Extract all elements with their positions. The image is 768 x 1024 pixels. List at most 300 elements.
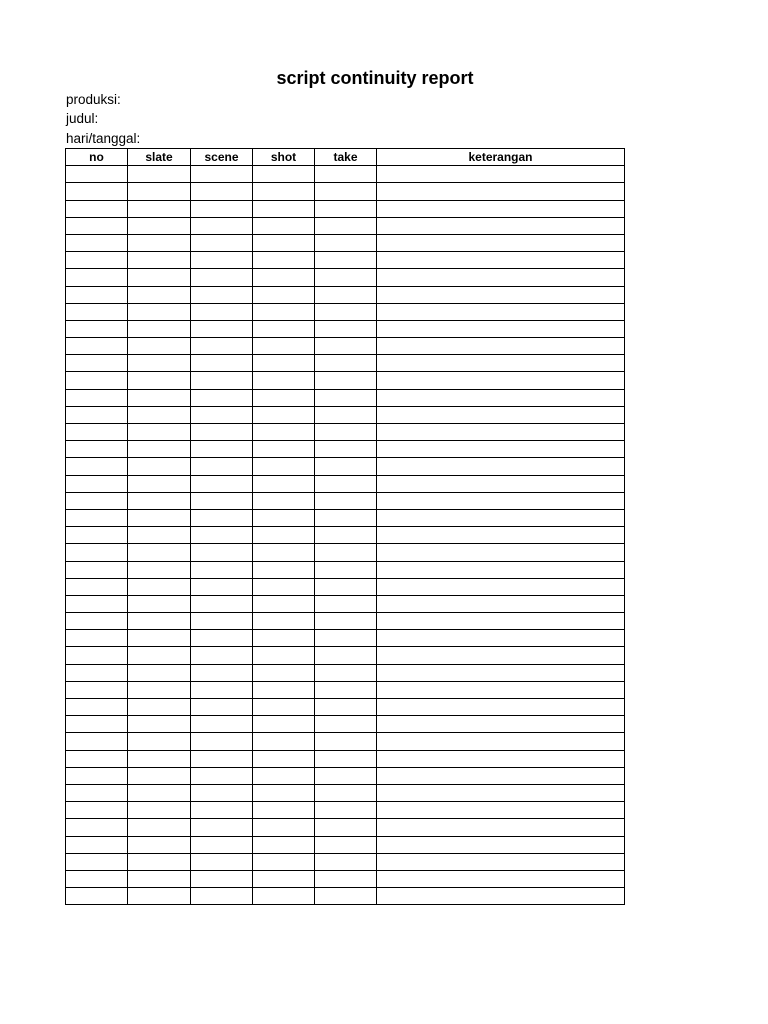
cell-shot[interactable] [253, 819, 315, 836]
table-row [66, 699, 625, 716]
table-row [66, 544, 625, 561]
cell-scene[interactable] [191, 733, 253, 750]
cell-keterangan[interactable] [377, 269, 625, 286]
cell-take[interactable] [315, 733, 377, 750]
cell-scene[interactable] [191, 200, 253, 217]
cell-no[interactable] [66, 716, 128, 733]
cell-take[interactable] [315, 664, 377, 681]
cell-keterangan[interactable] [377, 355, 625, 372]
cell-slate[interactable] [128, 699, 191, 716]
cell-keterangan[interactable] [377, 802, 625, 819]
cell-slate[interactable] [128, 561, 191, 578]
cell-keterangan[interactable] [377, 492, 625, 509]
cell-keterangan[interactable] [377, 183, 625, 200]
cell-scene[interactable] [191, 699, 253, 716]
cell-no[interactable] [66, 699, 128, 716]
table-row [66, 475, 625, 492]
table-row [66, 784, 625, 801]
cell-slate[interactable] [128, 544, 191, 561]
cell-scene[interactable] [191, 613, 253, 630]
cell-slate[interactable] [128, 303, 191, 320]
cell-shot[interactable] [253, 802, 315, 819]
cell-shot[interactable] [253, 544, 315, 561]
cell-keterangan[interactable] [377, 544, 625, 561]
cell-take[interactable] [315, 269, 377, 286]
cell-no[interactable] [66, 389, 128, 406]
cell-keterangan[interactable] [377, 681, 625, 698]
cell-shot[interactable] [253, 269, 315, 286]
cell-take[interactable] [315, 578, 377, 595]
cell-shot[interactable] [253, 595, 315, 612]
cell-shot[interactable] [253, 166, 315, 183]
cell-slate[interactable] [128, 458, 191, 475]
cell-scene[interactable] [191, 320, 253, 337]
cell-slate[interactable] [128, 509, 191, 526]
table-row [66, 372, 625, 389]
cell-no[interactable] [66, 647, 128, 664]
cell-keterangan[interactable] [377, 166, 625, 183]
cell-shot[interactable] [253, 681, 315, 698]
cell-shot[interactable] [253, 234, 315, 251]
cell-take[interactable] [315, 372, 377, 389]
cell-shot[interactable] [253, 183, 315, 200]
cell-scene[interactable] [191, 681, 253, 698]
cell-keterangan[interactable] [377, 527, 625, 544]
cell-slate[interactable] [128, 595, 191, 612]
cell-slate[interactable] [128, 647, 191, 664]
cell-no[interactable] [66, 406, 128, 423]
cell-no[interactable] [66, 784, 128, 801]
cell-keterangan[interactable] [377, 733, 625, 750]
cell-slate[interactable] [128, 802, 191, 819]
cell-shot[interactable] [253, 441, 315, 458]
cell-slate[interactable] [128, 613, 191, 630]
cell-no[interactable] [66, 424, 128, 441]
cell-keterangan[interactable] [377, 750, 625, 767]
cell-keterangan[interactable] [377, 578, 625, 595]
cell-shot[interactable] [253, 286, 315, 303]
cell-take[interactable] [315, 647, 377, 664]
cell-no[interactable] [66, 853, 128, 870]
cell-slate[interactable] [128, 475, 191, 492]
cell-slate[interactable] [128, 767, 191, 784]
cell-slate[interactable] [128, 424, 191, 441]
cell-shot[interactable] [253, 836, 315, 853]
table-row [66, 492, 625, 509]
table-row [66, 286, 625, 303]
cell-slate[interactable] [128, 888, 191, 905]
column-header-keterangan: keterangan [377, 149, 625, 166]
table-row [66, 630, 625, 647]
cell-take[interactable] [315, 853, 377, 870]
cell-scene[interactable] [191, 578, 253, 595]
cell-shot[interactable] [253, 338, 315, 355]
table-row [66, 458, 625, 475]
cell-scene[interactable] [191, 836, 253, 853]
cell-slate[interactable] [128, 853, 191, 870]
cell-keterangan[interactable] [377, 870, 625, 887]
cell-take[interactable] [315, 252, 377, 269]
table-row [66, 733, 625, 750]
cell-shot[interactable] [253, 389, 315, 406]
cell-scene[interactable] [191, 217, 253, 234]
cell-keterangan[interactable] [377, 595, 625, 612]
cell-keterangan[interactable] [377, 630, 625, 647]
cell-shot[interactable] [253, 630, 315, 647]
cell-shot[interactable] [253, 750, 315, 767]
cell-no[interactable] [66, 664, 128, 681]
cell-slate[interactable] [128, 234, 191, 251]
cell-slate[interactable] [128, 441, 191, 458]
cell-slate[interactable] [128, 372, 191, 389]
cell-scene[interactable] [191, 441, 253, 458]
cell-take[interactable] [315, 888, 377, 905]
cell-shot[interactable] [253, 853, 315, 870]
table-row [66, 767, 625, 784]
cell-take[interactable] [315, 870, 377, 887]
cell-scene[interactable] [191, 424, 253, 441]
cell-no[interactable] [66, 355, 128, 372]
cell-slate[interactable] [128, 630, 191, 647]
cell-scene[interactable] [191, 784, 253, 801]
table-row [66, 750, 625, 767]
cell-take[interactable] [315, 819, 377, 836]
cell-shot[interactable] [253, 647, 315, 664]
cell-keterangan[interactable] [377, 836, 625, 853]
cell-slate[interactable] [128, 664, 191, 681]
cell-take[interactable] [315, 716, 377, 733]
table-row [66, 320, 625, 337]
cell-take[interactable] [315, 613, 377, 630]
table-row [66, 338, 625, 355]
cell-slate[interactable] [128, 166, 191, 183]
cell-shot[interactable] [253, 492, 315, 509]
cell-no[interactable] [66, 870, 128, 887]
cell-no[interactable] [66, 509, 128, 526]
cell-scene[interactable] [191, 252, 253, 269]
cell-keterangan[interactable] [377, 699, 625, 716]
cell-scene[interactable] [191, 716, 253, 733]
cell-take[interactable] [315, 527, 377, 544]
cell-keterangan[interactable] [377, 458, 625, 475]
cell-no[interactable] [66, 733, 128, 750]
cell-no[interactable] [66, 544, 128, 561]
cell-scene[interactable] [191, 234, 253, 251]
cell-shot[interactable] [253, 320, 315, 337]
cell-no[interactable] [66, 767, 128, 784]
cell-no[interactable] [66, 166, 128, 183]
cell-no[interactable] [66, 303, 128, 320]
cell-no[interactable] [66, 475, 128, 492]
cell-take[interactable] [315, 355, 377, 372]
cell-shot[interactable] [253, 424, 315, 441]
cell-scene[interactable] [191, 647, 253, 664]
cell-scene[interactable] [191, 372, 253, 389]
cell-take[interactable] [315, 767, 377, 784]
cell-no[interactable] [66, 578, 128, 595]
cell-take[interactable] [315, 509, 377, 526]
cell-keterangan[interactable] [377, 647, 625, 664]
cell-shot[interactable] [253, 509, 315, 526]
cell-slate[interactable] [128, 836, 191, 853]
cell-no[interactable] [66, 252, 128, 269]
cell-no[interactable] [66, 492, 128, 509]
cell-take[interactable] [315, 183, 377, 200]
table-row [66, 234, 625, 251]
table-row [66, 183, 625, 200]
table-row [66, 252, 625, 269]
cell-scene[interactable] [191, 509, 253, 526]
cell-scene[interactable] [191, 458, 253, 475]
cell-no[interactable] [66, 200, 128, 217]
cell-no[interactable] [66, 338, 128, 355]
cell-shot[interactable] [253, 578, 315, 595]
cell-no[interactable] [66, 819, 128, 836]
table-row [66, 527, 625, 544]
cell-slate[interactable] [128, 733, 191, 750]
cell-no[interactable] [66, 372, 128, 389]
table-row [66, 200, 625, 217]
cell-keterangan[interactable] [377, 819, 625, 836]
cell-take[interactable] [315, 544, 377, 561]
column-header-scene: scene [191, 149, 253, 166]
cell-no[interactable] [66, 888, 128, 905]
cell-take[interactable] [315, 561, 377, 578]
cell-shot[interactable] [253, 664, 315, 681]
cell-slate[interactable] [128, 406, 191, 423]
cell-slate[interactable] [128, 355, 191, 372]
cell-no[interactable] [66, 234, 128, 251]
cell-no[interactable] [66, 750, 128, 767]
cell-keterangan[interactable] [377, 664, 625, 681]
field-judul-label: judul: [66, 111, 99, 126]
cell-slate[interactable] [128, 320, 191, 337]
cell-scene[interactable] [191, 183, 253, 200]
cell-keterangan[interactable] [377, 338, 625, 355]
cell-shot[interactable] [253, 372, 315, 389]
cell-no[interactable] [66, 458, 128, 475]
cell-slate[interactable] [128, 200, 191, 217]
cell-take[interactable] [315, 286, 377, 303]
cell-slate[interactable] [128, 183, 191, 200]
table-row [66, 509, 625, 526]
cell-scene[interactable] [191, 630, 253, 647]
cell-scene[interactable] [191, 286, 253, 303]
cell-scene[interactable] [191, 664, 253, 681]
cell-no[interactable] [66, 183, 128, 200]
cell-shot[interactable] [253, 888, 315, 905]
cell-keterangan[interactable] [377, 424, 625, 441]
table-row [66, 647, 625, 664]
cell-no[interactable] [66, 836, 128, 853]
cell-slate[interactable] [128, 750, 191, 767]
table-row [66, 355, 625, 372]
cell-scene[interactable] [191, 544, 253, 561]
cell-take[interactable] [315, 338, 377, 355]
cell-slate[interactable] [128, 716, 191, 733]
cell-shot[interactable] [253, 355, 315, 372]
cell-keterangan[interactable] [377, 320, 625, 337]
cell-keterangan[interactable] [377, 613, 625, 630]
cell-scene[interactable] [191, 527, 253, 544]
cell-take[interactable] [315, 492, 377, 509]
cell-take[interactable] [315, 320, 377, 337]
cell-shot[interactable] [253, 699, 315, 716]
cell-no[interactable] [66, 595, 128, 612]
table-row [66, 681, 625, 698]
cell-take[interactable] [315, 458, 377, 475]
cell-no[interactable] [66, 681, 128, 698]
cell-scene[interactable] [191, 269, 253, 286]
cell-keterangan[interactable] [377, 853, 625, 870]
table-row [66, 406, 625, 423]
cell-take[interactable] [315, 166, 377, 183]
cell-no[interactable] [66, 286, 128, 303]
cell-scene[interactable] [191, 750, 253, 767]
cell-keterangan[interactable] [377, 286, 625, 303]
cell-scene[interactable] [191, 338, 253, 355]
cell-shot[interactable] [253, 784, 315, 801]
cell-scene[interactable] [191, 406, 253, 423]
column-header-shot: shot [253, 149, 315, 166]
cell-scene[interactable] [191, 767, 253, 784]
cell-scene[interactable] [191, 492, 253, 509]
cell-take[interactable] [315, 699, 377, 716]
table-row [66, 303, 625, 320]
cell-take[interactable] [315, 200, 377, 217]
cell-no[interactable] [66, 630, 128, 647]
cell-keterangan[interactable] [377, 767, 625, 784]
cell-take[interactable] [315, 681, 377, 698]
report-title: script continuity report [276, 68, 474, 88]
cell-keterangan[interactable] [377, 716, 625, 733]
cell-shot[interactable] [253, 475, 315, 492]
cell-scene[interactable] [191, 303, 253, 320]
cell-shot[interactable] [253, 406, 315, 423]
cell-shot[interactable] [253, 252, 315, 269]
cell-take[interactable] [315, 630, 377, 647]
cell-take[interactable] [315, 802, 377, 819]
cell-shot[interactable] [253, 200, 315, 217]
cell-keterangan[interactable] [377, 303, 625, 320]
cell-scene[interactable] [191, 853, 253, 870]
cell-keterangan[interactable] [377, 509, 625, 526]
table-row [66, 269, 625, 286]
cell-slate[interactable] [128, 217, 191, 234]
cell-keterangan[interactable] [377, 217, 625, 234]
cell-take[interactable] [315, 406, 377, 423]
cell-scene[interactable] [191, 389, 253, 406]
cell-keterangan[interactable] [377, 888, 625, 905]
cell-keterangan[interactable] [377, 475, 625, 492]
cell-shot[interactable] [253, 733, 315, 750]
cell-scene[interactable] [191, 166, 253, 183]
cell-take[interactable] [315, 750, 377, 767]
cell-no[interactable] [66, 269, 128, 286]
table-row [66, 836, 625, 853]
cell-slate[interactable] [128, 578, 191, 595]
cell-slate[interactable] [128, 269, 191, 286]
cell-no[interactable] [66, 441, 128, 458]
cell-keterangan[interactable] [377, 406, 625, 423]
cell-keterangan[interactable] [377, 389, 625, 406]
table-row [66, 217, 625, 234]
cell-scene[interactable] [191, 888, 253, 905]
cell-take[interactable] [315, 475, 377, 492]
column-header-no: no [66, 149, 128, 166]
cell-keterangan[interactable] [377, 561, 625, 578]
cell-scene[interactable] [191, 561, 253, 578]
table-row [66, 424, 625, 441]
cell-shot[interactable] [253, 870, 315, 887]
table-row [66, 613, 625, 630]
cell-take[interactable] [315, 234, 377, 251]
cell-no[interactable] [66, 320, 128, 337]
cell-no[interactable] [66, 527, 128, 544]
cell-no[interactable] [66, 561, 128, 578]
cell-take[interactable] [315, 389, 377, 406]
cell-no[interactable] [66, 613, 128, 630]
cell-shot[interactable] [253, 716, 315, 733]
cell-slate[interactable] [128, 784, 191, 801]
cell-take[interactable] [315, 595, 377, 612]
cell-scene[interactable] [191, 355, 253, 372]
cell-take[interactable] [315, 836, 377, 853]
cell-no[interactable] [66, 802, 128, 819]
cell-keterangan[interactable] [377, 372, 625, 389]
cell-shot[interactable] [253, 217, 315, 234]
cell-slate[interactable] [128, 252, 191, 269]
cell-slate[interactable] [128, 527, 191, 544]
cell-scene[interactable] [191, 870, 253, 887]
cell-slate[interactable] [128, 286, 191, 303]
cell-take[interactable] [315, 784, 377, 801]
cell-slate[interactable] [128, 389, 191, 406]
field-hari-tanggal-label: hari/tanggal: [66, 131, 141, 146]
cell-shot[interactable] [253, 303, 315, 320]
cell-keterangan[interactable] [377, 234, 625, 251]
table-row [66, 716, 625, 733]
cell-scene[interactable] [191, 802, 253, 819]
cell-keterangan[interactable] [377, 252, 625, 269]
column-header-take: take [315, 149, 377, 166]
cell-take[interactable] [315, 303, 377, 320]
cell-slate[interactable] [128, 870, 191, 887]
cell-keterangan[interactable] [377, 784, 625, 801]
cell-take[interactable] [315, 424, 377, 441]
cell-keterangan[interactable] [377, 441, 625, 458]
cell-shot[interactable] [253, 458, 315, 475]
cell-shot[interactable] [253, 527, 315, 544]
cell-scene[interactable] [191, 595, 253, 612]
table-row [66, 853, 625, 870]
cell-slate[interactable] [128, 681, 191, 698]
cell-scene[interactable] [191, 475, 253, 492]
cell-slate[interactable] [128, 492, 191, 509]
table-row [66, 819, 625, 836]
cell-slate[interactable] [128, 819, 191, 836]
cell-shot[interactable] [253, 613, 315, 630]
cell-take[interactable] [315, 217, 377, 234]
cell-slate[interactable] [128, 338, 191, 355]
table-row [66, 166, 625, 183]
cell-keterangan[interactable] [377, 200, 625, 217]
cell-no[interactable] [66, 217, 128, 234]
cell-scene[interactable] [191, 819, 253, 836]
cell-shot[interactable] [253, 561, 315, 578]
cell-take[interactable] [315, 441, 377, 458]
cell-shot[interactable] [253, 767, 315, 784]
